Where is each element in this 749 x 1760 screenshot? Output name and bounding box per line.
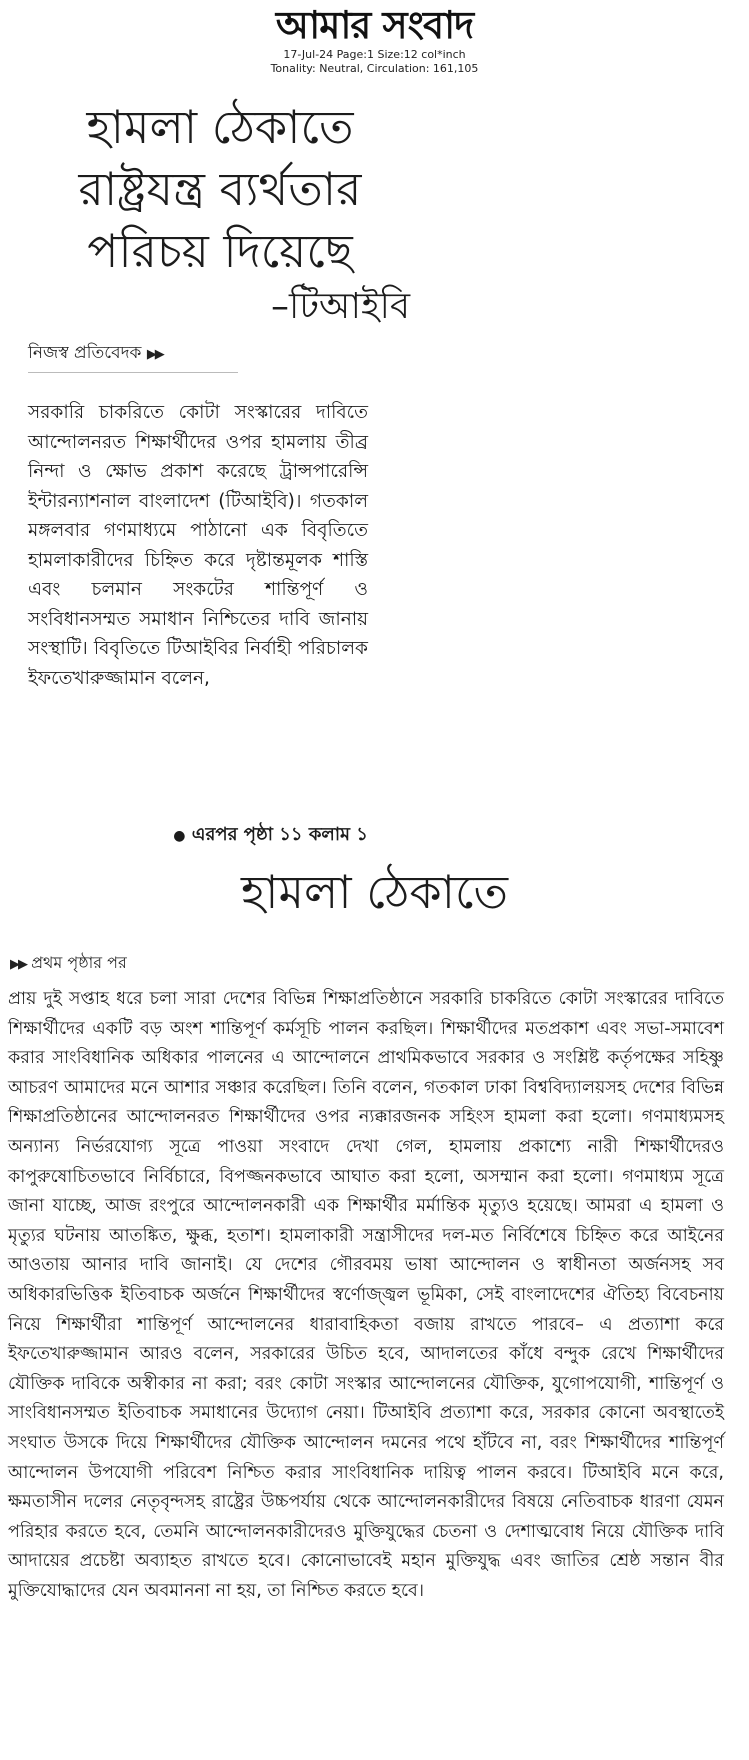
continuation-note <box>28 820 368 851</box>
reporter-label: নিজস্ব প্রতিবেদক <box>28 343 142 363</box>
headline-line-1: হামলা ঠেকাতে <box>86 100 354 154</box>
clip-meta-circulation: Tonality: Neutral, Circulation: 161,105 <box>270 62 479 75</box>
clip-meta-size: 17-Jul-24 Page:1 Size:12 col*inch <box>283 48 466 61</box>
jump-from-label <box>10 950 127 977</box>
headline-line-3: পরিচয় দিয়েছে <box>87 224 353 278</box>
newspaper-logo: আমার সংবাদ <box>275 3 474 47</box>
reporter-byline <box>28 340 163 368</box>
headline-line-2: রাষ্ট্রযন্ত্র ব্যর্থতার <box>78 162 362 216</box>
article-headline <box>30 96 410 282</box>
continuation-text: এরপর পৃষ্ঠা ১১ কলাম ১ <box>191 824 368 845</box>
jump-from-text: প্রথম পৃষ্ঠার পর <box>31 953 127 972</box>
byline-divider <box>28 372 238 373</box>
jump-body-paragraph: প্রায় দুই সপ্তাহ ধরে চলা সারা দেশের বিভিন্ন শিক্ষাপ্রতিষ্ঠানে সরকারি চাকরিতে কোটা সংস্কারের দাবিতে শিক্ষার্থীদের একটি বড় অংশ শান্তিপূর্ণ কর্মসূচি পালন করছিল। শিক্ষার্থীদের মতপ্রকাশ এবং সভা-সমাবেশ করার সাংবিধানিক অধিকার পালনের এ আন্দোলনে প্রাথমিকভাবে সরকার ও সংশ্লিষ্ট কর্তৃপক্ষের সহিষ্ণু আচরণ আমাদের মনে আশার সঞ্চার করেছিল। তিনি বলেন, গতকাল ঢাকা বিশ্ববিদ্যালয়সহ দেশের বিভিন্ন শিক্ষাপ্রতিষ্ঠানের আন্দোলনরত শিক্ষার্থীদের ওপর ন্যক্কারজনক সহিংস হামলা করা হলো। গণমাধ্যমসহ অন্যান্য নির্ভরযোগ্য সূত্রে পাওয়া সংবাদে দেখা গেল, হামলায় প্রকাশ্যে নারী শিক্ষার্থীদেরও কাপুরুষোচিতভাবে নির্বিচারে, বিপজ্জনকভাবে আঘাত করা হলো, অসম্মান করা হলো। গণমাধ্যম সূত্রে জানা যাচ্ছে, আজ রংপুরে আন্দোলনকারী এক শিক্ষার্থীর মর্মান্তিক মৃত্যুও হয়েছে। আমরা এ হামলা ও মৃত্যুর ঘটনায় আতঙ্কিত, ক্ষুব্ধ, হতাশ। হামলাকারী সন্ত্রাসীদের দল-মত নির্বিশেষে চিহ্নিত করে আইনের আওতায় আনার দাবি জানাই। যে দেশের গৌরবময় ভাষা আন্দোলন ও স্বাধীনতা অর্জনসহ সব অধিকারভিত্তিক ইতিবাচক অর্জনে শিক্ষার্থীদের স্বর্ণোজ্জ্বল ভূমিকা, সেই বাংলাদেশের ঐতিহ্য বিবেচনায় নিয়ে শিক্ষার্থীরা শান্তিপূর্ণ আন্দোলনের ধারাবাহিকতা বজায় রাখতে পারবে– এ প্রত্যাশা করে ইফতেখারুজ্জামান আরও বলেন, সরকারের উচিত হবে, আদালতের কাঁধে বন্দুক রেখে শিক্ষার্থীদের যৌক্তিক দাবিকে অস্বীকার না করা; বরং কোটা সংস্কার আন্দোলনের যৌক্তিক, যুগোপযোগী, শান্তিপূর্ণ ও সাংবিধানসম্মত ইতিবাচক সমাধানের উদ্যোগ নেয়া। টিআইবি প্রত্যাশা করে, সরকার কোনো অবস্থাতেই সংঘাত উসকে দিয়ে শিক্ষার্থীদের যৌক্তিক আন্দোলন দমনের পথে হাঁটবে না, বরং শিক্ষার্থীদের শান্তিপূর্ণ আন্দোলন উপযোগী পরিবেশ নিশ্চিত করার সাংবিধানিক দায়িত্ব পালন করবে। টিআইবি মনে করে, ক্ষমতাসীন দলের নেতৃবৃন্দসহ রাষ্ট্রের উচ্চপর্যায় থেকে আন্দোলনকারীদের বিষয়ে নেতিবাচক ধারণা যেমন পরিহার করতে হবে, তেমনি আন্দোলনকারীদেরও মুক্তিযুদ্ধের চেতনা ও দেশাত্মবোধ নিয়ে যৌক্তিক দাবি আদায়ের প্রচেষ্টা অব্যাহত রাখতে হবে। কোনোভাবেই মহান মুক্তিযুদ্ধ এবং জাতির শ্রেষ্ঠ সন্তান বীর মুক্তিযোদ্ধাদের যেন অবমাননা না হয়, তা নিশ্চিত করতে হবে। <box>8 989 724 1601</box>
bullet-icon: ● <box>173 828 186 844</box>
intro-paragraph: সরকারি চাকরিতে কোটা সংস্কারের দাবিতে আন্দোলনরত শিক্ষার্থীদের ওপর হামলায় তীব্র নিন্দা ও ক্ষোভ প্রকাশ করেছে ট্রান্সপারেন্সি ইন্টারন্যাশনাল বাংলাদেশ (টিআইবি)। গতকাল মঙ্গলবার গণমাধ্যমে পাঠানো এক বিবৃতিতে হামলাকারীদের চিহ্নিত করে দৃষ্টান্তমূলক শাস্তি এবং চলমান সংকটের শান্তিপূর্ণ ও সংবিধানসম্মত সমাধান নিশ্চিতের দাবি জানায় সংস্থাটি। বিবৃতিতে টিআইবির নির্বাহী পরিচালক ইফতেখারুজ্জামান বলেন, <box>28 402 368 689</box>
double-arrow-icon: ▶▶ <box>146 347 163 362</box>
masthead <box>0 0 749 76</box>
double-arrow-icon: ▶▶ <box>10 957 26 972</box>
headline-credit: –টিআইবি <box>271 286 410 327</box>
jump-headline: হামলা ঠেকাতে <box>240 865 509 919</box>
